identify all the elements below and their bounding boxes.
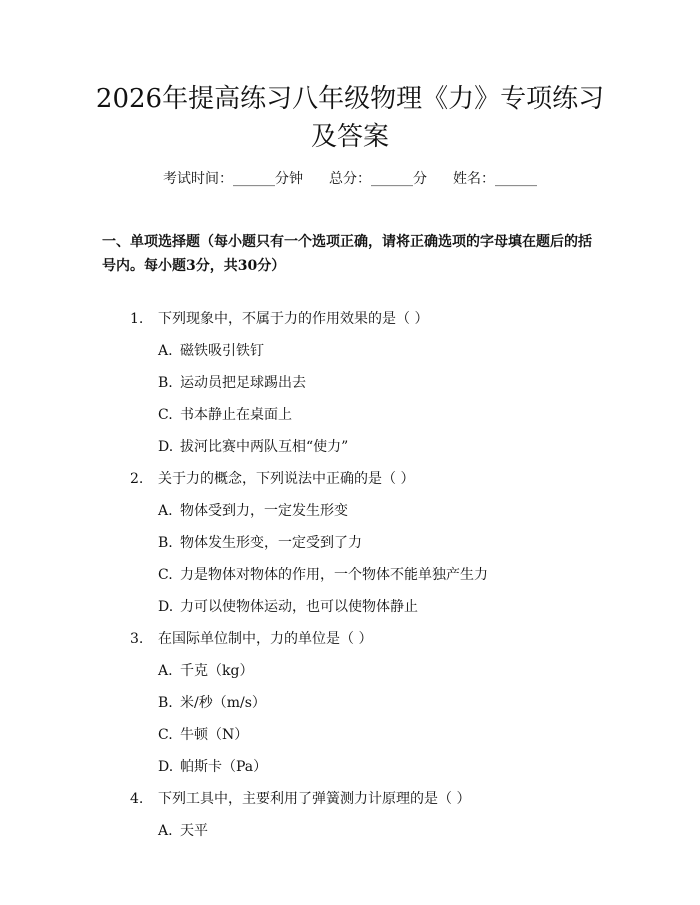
question-1-option-a [158,341,264,361]
option-text: 力是物体对物体的作用，一个物体不能单独产生力 [180,567,488,583]
question-4-option-a [158,821,208,841]
question-3-option-b [158,693,266,713]
option-letter: D. [158,439,174,455]
section-title: 一、单项选择题（每小题只有一个选项正确，请将正确选项的字母填在题后的括号内。每小题3分，共30分） [102,234,592,274]
question-text: 在国际单位制中，力的单位是（ ） [158,631,373,647]
exam-meta [0,169,700,189]
option-letter: B. [158,695,173,711]
option-letter: B. [158,375,173,391]
option-text: 天平 [180,823,208,839]
option-letter: A. [158,823,173,839]
option-letter: D. [158,599,174,615]
option-letter: C. [158,727,173,743]
option-text: 物体发生形变，一定受到了力 [180,535,362,551]
option-text: 帕斯卡（Pa） [180,759,268,775]
option-letter: A. [158,663,173,679]
question-1-option-c [158,405,292,425]
option-text: 磁铁吸引铁钉 [180,343,264,359]
option-letter: D. [158,759,174,775]
question-1-option-b [158,373,306,393]
option-text: 牛顿（N） [180,727,249,743]
title-line-1: 2026年提高练习八年级物理《力》专项练习 [95,84,605,114]
title-line-2: 及答案 [310,122,389,152]
option-letter: C. [158,567,173,583]
question-2 [130,469,414,489]
question-2-option-d [158,597,418,617]
question-1 [130,309,428,329]
question-number: 4. [130,791,144,807]
question-3-option-d [158,757,267,777]
question-text: 下列现象中，不属于力的作用效果的是（ ） [158,311,429,327]
question-2-option-a [158,501,348,521]
option-text: 物体受到力，一定发生形变 [180,503,348,519]
question-text: 下列工具中，主要利用了弹簧测力计原理的是（ ） [158,791,471,807]
question-3-option-c [158,725,248,745]
option-text: 拔河比赛中两队互相“使力” [180,439,349,455]
option-text: 书本静止在桌面上 [180,407,292,423]
question-text: 关于力的概念，下列说法中正确的是（ ） [158,471,415,487]
option-text: 千克（kg） [180,663,254,679]
question-1-option-d [158,437,348,457]
question-3 [130,629,372,649]
exam-score: 总分：______分 [329,171,427,187]
document-title [80,80,620,156]
question-number: 3. [130,631,144,647]
option-text: 力可以使物体运动，也可以使物体静止 [180,599,418,615]
question-4 [130,789,470,809]
question-2-option-b [158,533,362,553]
option-text: 米/秒（m/s） [180,695,266,711]
option-letter: A. [158,343,173,359]
exam-time: 考试时间：______分钟 [163,171,303,187]
option-letter: A. [158,503,173,519]
option-text: 运动员把足球踢出去 [180,375,306,391]
option-letter: C. [158,407,173,423]
question-3-option-a [158,661,253,681]
question-number: 2. [130,471,144,487]
question-2-option-c [158,565,488,585]
option-letter: B. [158,535,173,551]
student-name: 姓名：______ [453,171,537,187]
question-number: 1. [130,311,144,327]
